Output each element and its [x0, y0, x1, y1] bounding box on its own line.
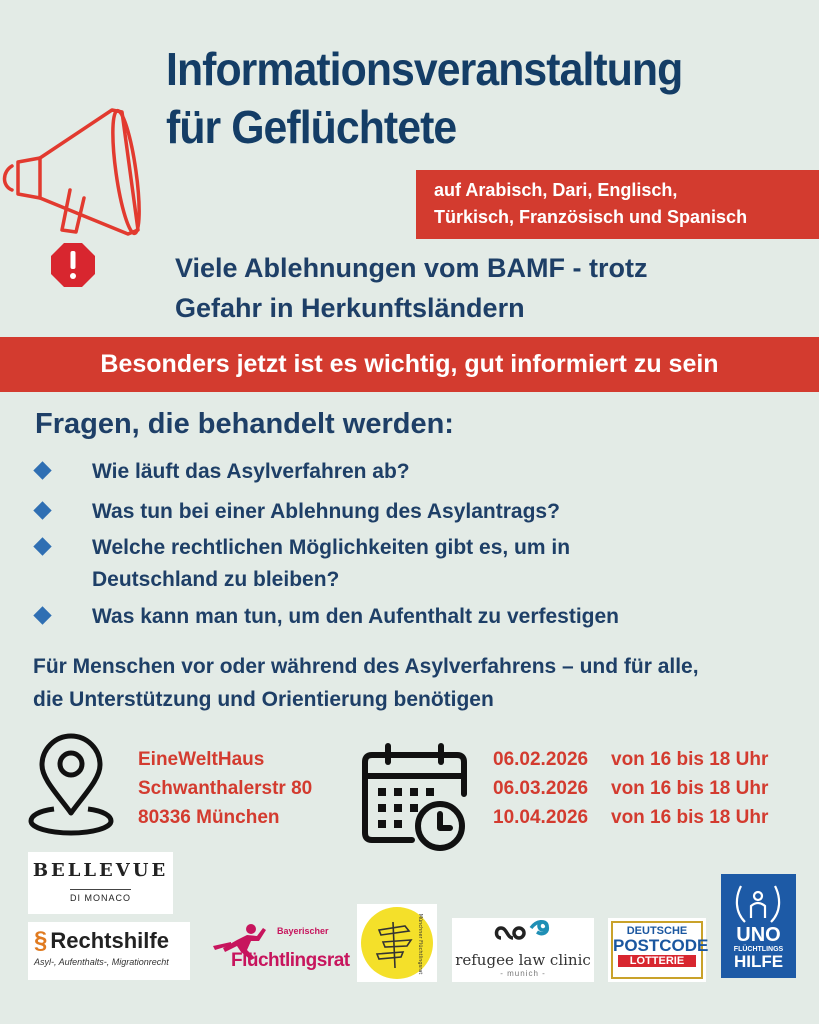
- paragraph-icon: §: [34, 927, 48, 954]
- postcode-line-3: LOTTERIE: [618, 955, 696, 967]
- uno-fluechtlingshilfe-logo: [721, 874, 796, 978]
- date: 06.03.2026: [493, 778, 589, 799]
- audience-text: [33, 650, 803, 716]
- rlc-city: - munich -: [500, 969, 546, 978]
- page-title: [166, 40, 761, 156]
- time: von 16 bis 18 Uhr: [611, 749, 769, 770]
- alert-heading: [175, 248, 795, 328]
- bellevue-sub: DI MONACO: [70, 889, 131, 903]
- info-banner: Besonders jetzt ist es wichtig, gut informiert zu sein: [0, 337, 819, 392]
- languages-box: [416, 170, 819, 239]
- megaphone-icon: [0, 80, 150, 240]
- uno-emblem-icon: [733, 880, 783, 926]
- event-address: [138, 745, 312, 832]
- venue-name: EineWeltHaus: [138, 749, 265, 770]
- audience-line-1: Für Menschen vor oder während des Asylverfahrens – und für alle,: [33, 655, 699, 678]
- refugee-law-clinic-logo: [452, 918, 594, 982]
- rechtshilfe-logo: [28, 922, 190, 980]
- diamond-bullet-icon: [33, 537, 51, 555]
- rlc-name: refugee law clinic: [455, 951, 591, 969]
- time: von 16 bis 18 Uhr: [611, 778, 769, 799]
- alert-line-1: Viele Ablehnungen vom BAMF - trotz: [175, 253, 648, 283]
- time: von 16 bis 18 Uhr: [611, 807, 769, 828]
- warning-icon: [50, 242, 96, 288]
- date: 10.04.2026: [493, 807, 589, 828]
- postcode-line-1: DEUTSCHE: [626, 925, 688, 937]
- diamond-bullet-icon: [33, 501, 51, 519]
- fluechtlingsrat-small: Bayerischer: [277, 926, 329, 936]
- question-text: Wie läuft das Asylverfahren ab?: [92, 460, 410, 483]
- rechtshilfe-sub: Asyl-, Aufenthalts-, Migrationrecht: [34, 957, 169, 967]
- diamond-bullet-icon: [33, 461, 51, 479]
- uno-line-1: UNO: [736, 924, 781, 946]
- question-text: Deutschland zu bleiben?: [92, 568, 340, 591]
- questions-heading: Fragen, die behandelt werden:: [35, 408, 454, 440]
- diamond-bullet-icon: [33, 606, 51, 624]
- postcode-line-2: POSTCODE: [613, 936, 709, 955]
- muenchen-text: Münchner Flüchtlingsrat: [417, 913, 423, 975]
- languages-line-1: auf Arabisch, Dari, Englisch,: [434, 180, 678, 200]
- uno-line-3: HILFE: [733, 952, 784, 971]
- title-line-2: für Geflüchtete: [166, 101, 457, 153]
- bellevue-name: BELLEVUE: [32, 860, 169, 881]
- uno-line-2: FLÜCHTLINGS: [733, 946, 784, 953]
- audience-line-2: die Unterstützung und Orientierung benötigen: [33, 688, 494, 711]
- title-line-1: Informationsveranstaltung: [166, 43, 683, 95]
- date-row: [493, 745, 768, 774]
- languages-line-2: Türkisch, Französisch und Spanisch: [434, 207, 748, 227]
- venue-city: 80336 München: [138, 807, 280, 828]
- calendar-clock-icon: [360, 742, 470, 854]
- alert-line-2: Gefahr in Herkunftsländern: [175, 293, 525, 323]
- fluechtlingsrat-name: Flüchtlingsrat: [231, 950, 350, 971]
- question-text: Welche rechtlichen Möglichkeiten gibt es, um in: [92, 536, 571, 559]
- location-pin-icon: [28, 733, 114, 838]
- bellevue-logo: [28, 852, 173, 914]
- rechtshilfe-name: Rechtshilfe: [50, 928, 169, 953]
- event-dates: [493, 745, 768, 832]
- date: 06.02.2026: [493, 749, 589, 770]
- question-text: Was tun bei einer Ablehnung des Asylantrags?: [92, 500, 560, 523]
- date-row: [493, 803, 768, 832]
- rlc-icon: [493, 918, 553, 944]
- date-row: [493, 774, 768, 803]
- venue-street: Schwanthalerstr 80: [138, 778, 313, 799]
- muenchner-fluechtlingsrat-logo: [357, 904, 437, 982]
- postcode-lotterie-logo: [608, 918, 709, 982]
- question-text: Was kann man tun, um den Aufenthalt zu verfestigen: [92, 605, 619, 628]
- fluechtlingsrat-logo: [205, 920, 350, 980]
